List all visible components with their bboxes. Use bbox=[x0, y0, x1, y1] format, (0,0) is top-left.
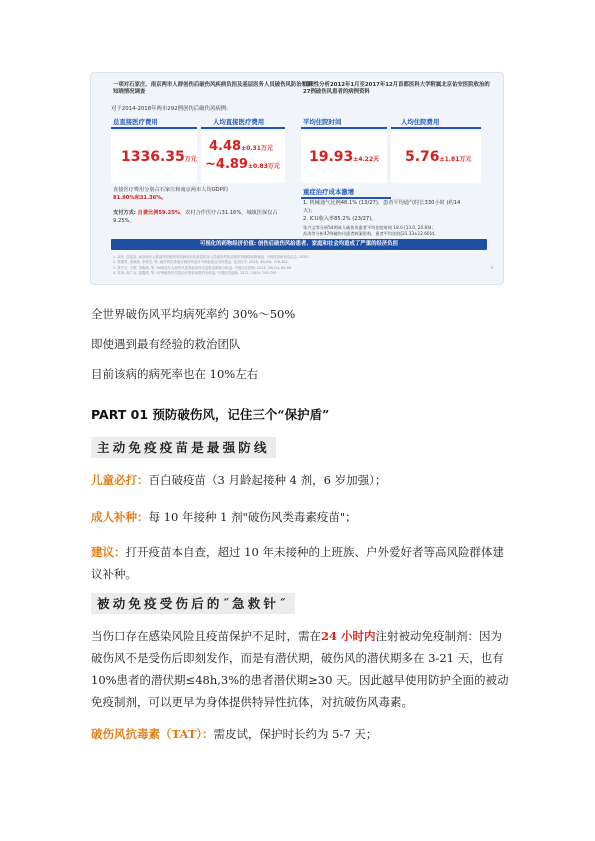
severe-note-4: 苏涛等分析47例破伤风患者病案资料，患者平均住院[21.13±12.60]d。 bbox=[303, 231, 439, 236]
avg-direct-cost-label: 人均直接医疗费用 bbox=[213, 118, 265, 126]
left-study-title: 一项对石家庄、南京两市人群创伤后破伤风疾病负担及基层医务人员破伤风防治知识知晓情况调查 bbox=[113, 82, 313, 96]
passive-text-a: 当伤口存在感染风险且疫苗保护不足时，需在 bbox=[91, 629, 321, 643]
reference-item: 2. 蔡刚等, 成海惠, 李铁雪, 等. 破伤风抗毒素在破伤风治疗中的临床应用效果[J]. 北京医学, 2016, 40(04): 378-382. bbox=[113, 260, 289, 265]
avg-stay-value: 19.93 bbox=[309, 149, 354, 165]
slide-page-number: 5 bbox=[490, 266, 493, 270]
avg-direct-cost-value-2: ~4.89 bbox=[205, 157, 248, 172]
divider bbox=[301, 127, 387, 129]
avg-cost-label: 人均住院费用 bbox=[401, 118, 440, 126]
child-text: 百白破疫苗（3 月龄起接种 4 剂，6 岁加强）； bbox=[148, 473, 387, 487]
left-study-subtitle: 对于2014-2018年两市292例创伤后破伤风病例: bbox=[111, 106, 228, 112]
avg-direct-cost-value-1: 4.48 bbox=[209, 139, 242, 154]
section-heading-active-immunity: 主动免疫疫苗是最强防线 bbox=[91, 437, 276, 458]
passive-immunity-paragraph bbox=[91, 625, 511, 713]
payment-note bbox=[113, 210, 283, 225]
advice-text: 打开疫苗本自查，超过 10 年未接种的上班族、户外爱好者等高风险群体建议补种。 bbox=[91, 545, 504, 581]
divider bbox=[201, 127, 285, 129]
avg-direct-cost-sd-2: ±0.83万元 bbox=[247, 163, 280, 170]
avg-cost-value: 5.76 bbox=[405, 149, 440, 165]
avg-direct-cost-card bbox=[201, 131, 285, 183]
payment-prefix: 支付方式: bbox=[113, 210, 138, 216]
reference-item: 3. 张兴文, 王辉, 刘明海, 等. 54例成年人破伤风患者临床特点及救治策略分析[J]. 中国社区医师, 2023, 39(10): 84-86. bbox=[113, 265, 293, 270]
advice-paragraph bbox=[91, 541, 511, 585]
direct-cost-value: 1336.35 bbox=[121, 149, 185, 165]
conclusion-banner: 可视化的药物经济价值: 创伤后破伤风给患者、家庭和社会均造成了严重的经济负担 bbox=[111, 239, 487, 250]
avg-cost-sd: ±1.81万元 bbox=[439, 156, 472, 163]
mortality-line-2: 即使遇到最有经验的救治团队 bbox=[91, 337, 241, 351]
avg-stay-label: 平均住院时间 bbox=[303, 118, 342, 126]
severe-note-2: 2. ICU收入率85.2% (23/27)。 bbox=[303, 216, 377, 222]
adult-vaccine-line bbox=[91, 506, 511, 528]
tat-label: 破伤风抗毒素（TAT）： bbox=[91, 727, 214, 741]
payment-self-pay: 自费比例59.25% bbox=[137, 210, 180, 216]
child-label: 儿童必打： bbox=[91, 473, 149, 487]
avg-stay-card bbox=[301, 131, 387, 183]
divider bbox=[111, 127, 197, 129]
avg-stay-sd: ±4.22天 bbox=[353, 156, 380, 163]
payment-rest: ，农村合作医疗占31.16%，城镇医保仅占9.25%。 bbox=[113, 210, 278, 224]
reference-item: 1. 宋民, 伍雯蕊, 南京两市人群创伤后破伤风疾病负担及基层医务人员破伤风防治知识知晓情况调查[J]. 中国疫苗和免疫杂志, 2020. bbox=[113, 255, 309, 259]
direct-cost-label: 总直接医疗费用 bbox=[113, 118, 158, 126]
part-heading bbox=[91, 405, 329, 423]
part-number: PART 01 bbox=[91, 407, 153, 422]
right-study-title: 回顾性分析2012年1月至2017年12月首都医科大学附属北京佑安医院收治的27例破伤风患者的病例资料 bbox=[303, 82, 490, 96]
avg-cost-card bbox=[391, 131, 481, 183]
child-vaccine-line bbox=[91, 469, 511, 491]
reference-item: 4. 苏涛, 郭广兵, 赵鑫亮, 等. 47例破伤风住院治疗的临床资料分析[J]. 中国医学创新, 2012, 10(5): 793-795. bbox=[113, 270, 278, 275]
passive-text-b: 注射被动免疫制剂：因为破伤风不是受伤后即刻发作，而是有潜伏期，破伤风的潜伏期多在 3-21 天，也有 10%患者的潜伏期≤48h,3%的患者潜伏期≥30 天。因此越早使用防护全面的被动免疫制剂，可以更早为身体提供特异性抗体，对抗破伤风毒素。 bbox=[91, 629, 509, 709]
tat-line bbox=[91, 723, 511, 745]
avg-direct-cost-sd-1: ±0.31万元 bbox=[241, 145, 273, 152]
divider bbox=[391, 127, 481, 129]
severe-cost-label: 重症治疗成本激增 bbox=[303, 188, 355, 196]
section-heading-passive-immunity: 被动免疫受伤后的˝急救针˝ bbox=[91, 593, 295, 614]
severe-note-1: 1. 机械通气比例48.1% (13/27)，患者平均通气时长330小时 (约14天)； bbox=[303, 200, 461, 214]
passive-text-highlight: 24 小时内 bbox=[321, 629, 376, 643]
mortality-line-3: 目前该病的病死率也在 10%左右 bbox=[91, 367, 259, 381]
severe-note-3: 张兴文等分析54例成人破伤风患者平均住院时间 18.0 [13.0, 24.8]d； bbox=[303, 225, 436, 230]
divider bbox=[301, 197, 391, 199]
adult-label: 成人补种： bbox=[91, 510, 149, 524]
direct-cost-card bbox=[111, 131, 197, 183]
adult-text: 每 10 年接种 1 剂"破伤风类毒素疫苗"； bbox=[148, 510, 357, 524]
gdp-note-text: 直接医疗费用分别占石家庄和南京两市人均GDP的 bbox=[113, 187, 228, 193]
gdp-note-pct: 81.90%和31.36%。 bbox=[113, 194, 167, 201]
infographic-slide bbox=[90, 72, 504, 285]
gdp-note bbox=[113, 187, 283, 202]
direct-cost-unit: 万元 bbox=[184, 156, 197, 163]
part-title: 预防破伤风，记住三个“保护盾” bbox=[152, 407, 330, 422]
tat-text: 需皮试，保护时长约为 5-7 天； bbox=[213, 727, 378, 741]
advice-label: 建议： bbox=[91, 545, 126, 559]
references bbox=[113, 255, 483, 276]
mortality-line-1: 全世界破伤风平均病死率约 30%～50% bbox=[91, 307, 296, 321]
